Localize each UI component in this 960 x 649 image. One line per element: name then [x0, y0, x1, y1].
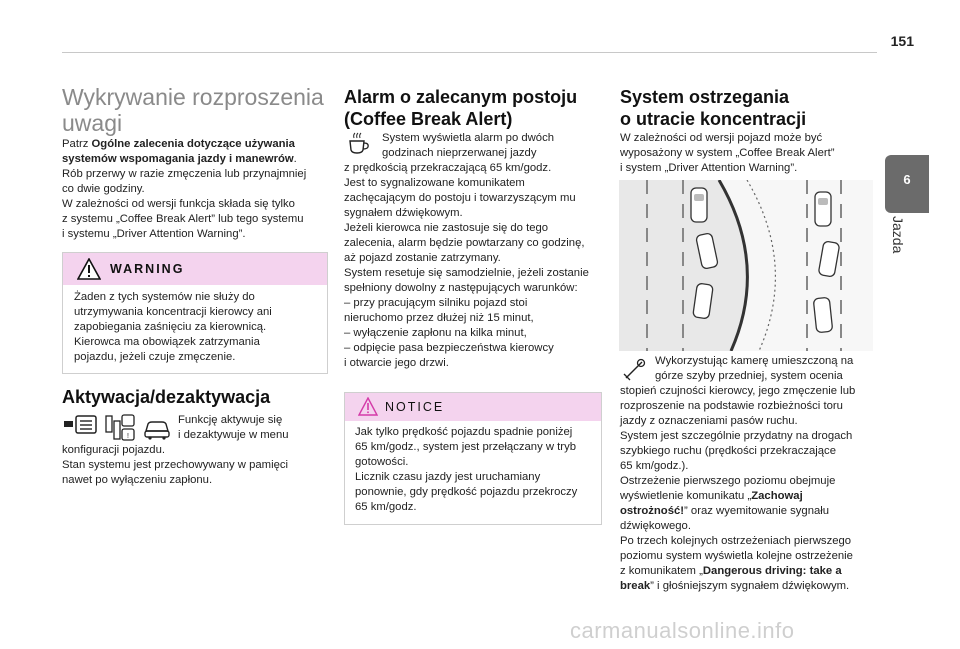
text-line: Jest to sygnalizowane komunikatem — [344, 177, 525, 189]
text-line: wyposażony w system „Coffee Break Alert” — [620, 147, 835, 159]
text-line: – odpięcie pasa bezpieczeństwa kierowcy — [344, 342, 554, 354]
section-title-activation: Aktywacja/dezaktywacja — [62, 387, 271, 407]
text-line: aż pojazd zostanie zatrzymany. — [344, 252, 501, 264]
page-number: 151 — [890, 33, 914, 49]
bold-text: systemów wspomagania jazdy i manewrów — [62, 153, 294, 165]
text-line — [620, 534, 880, 549]
text-line — [620, 474, 880, 489]
text-line: Jeżeli kierowca nie zastosuje się do tego — [344, 222, 549, 234]
attention-text — [620, 384, 880, 594]
text-line — [62, 137, 337, 152]
text-line: zalecenia, alarm będzie powtarzany co godzinę, — [344, 237, 585, 249]
attention-intro — [620, 131, 880, 176]
text-line: Funkcję aktywuje się — [178, 414, 283, 426]
text-line: nawet po wyłączeniu zapłonu. — [62, 474, 213, 486]
text-line — [620, 519, 880, 534]
text-span: Po trzech kolejnych ostrzeżeniach pierwszego — [620, 535, 852, 547]
text-line — [620, 489, 880, 504]
text-line: Żaden z tych systemów nie służy do — [74, 291, 255, 303]
distraction-intro — [62, 137, 337, 242]
notice-box — [344, 392, 602, 525]
warning-triangle-icon — [77, 258, 101, 280]
text-line — [620, 414, 880, 429]
text-line: i otwarcie jego drzwi. — [344, 357, 449, 369]
text-line — [620, 459, 880, 474]
text-span: ” i głośniejszym sygnałem dźwiękowym. — [650, 580, 850, 592]
section-title-coffee-break: Alarm o zalecanym postoju (Coffee Break Alert) — [344, 87, 578, 129]
lane-drift-illustration — [619, 180, 873, 351]
text-line: – przy pracującym silniku pojazd stoi — [344, 297, 528, 309]
text-line: godzinach nieprzerwanej jazdy — [382, 147, 537, 159]
text-line: Jak tylko prędkość pojazdu spadnie poniżej — [355, 426, 573, 438]
text-span: poziomu system wyświetla kolejne ostrzeżenie — [620, 550, 853, 562]
text-span: z systemu „Coffee Break Alert” lub tego systemu — [62, 213, 304, 225]
text-line: – wyłączenie zapłonu na kilka minut, — [344, 327, 527, 339]
text-span: i systemu „Driver Attention Warning”. — [62, 228, 246, 240]
text-line — [620, 579, 880, 594]
text-line — [62, 227, 337, 242]
text-line — [620, 444, 880, 459]
text-line — [620, 399, 880, 414]
bold-text: Dangerous driving: take a — [702, 565, 842, 577]
warning-text — [74, 290, 319, 365]
text-line: z prędkością przekraczającą 65 km/godz. — [344, 162, 552, 174]
camera-eye-icon — [622, 356, 648, 382]
header-divider — [62, 52, 877, 53]
text-span: System jest szczególnie przydatny na drogach — [620, 430, 853, 442]
text-span: wyświetlenie komunikatu „ — [620, 490, 752, 502]
menu-button-icon — [64, 416, 96, 433]
car-icon — [145, 422, 169, 440]
coffee-break-text — [344, 161, 604, 371]
text-line: W zależności od wersji pojazd może być — [620, 132, 823, 144]
text-span: Patrz — [62, 138, 92, 150]
coffee-cup-icon — [346, 131, 372, 155]
settings-apps-icon — [106, 415, 134, 440]
text-span: stopień czujności kierowcy, jego zmęczenie lub — [620, 385, 856, 397]
text-line: górze szyby przedniej, system ocenia — [655, 370, 843, 382]
bold-text: Zachowaj — [751, 490, 803, 502]
chapter-number: 6 — [903, 172, 911, 187]
notice-header — [345, 393, 601, 421]
text-line: 65 km/godz. — [355, 501, 417, 513]
warning-title: WARNING — [110, 262, 185, 276]
text-line: konfiguracji pojazdu. — [62, 444, 165, 456]
bold-text: break — [620, 580, 651, 592]
text-line: nieruchomo przez dłużej niż 15 minut, — [344, 312, 534, 324]
text-line — [62, 167, 337, 182]
notice-text — [355, 425, 595, 515]
text-line: spełniony dowolny z następujących warunków: — [344, 282, 578, 294]
notice-triangle-icon — [358, 397, 378, 416]
text-line — [620, 384, 880, 399]
coffee-icon-text — [382, 131, 602, 161]
activation-text — [62, 443, 337, 488]
vehicle-settings-icons — [62, 413, 172, 443]
text-span: co dwie godziny. — [62, 183, 145, 195]
warning-box — [62, 252, 328, 374]
text-span: dźwiękowego. — [620, 520, 691, 532]
text-line: pojazdu, jeżeli czuje zmęczenie. — [74, 351, 236, 363]
text-span: jazdy z oznaczeniami pasów ruchu. — [620, 415, 798, 427]
text-line: 65 km/godz., system jest przełączany w tryb — [355, 441, 576, 453]
text-line: Stan systemu jest przechowywany w pamięci — [62, 459, 289, 471]
chapter-label: Jazda — [890, 216, 906, 254]
bold-text: Ogólne zalecenia dotyczące używania — [91, 138, 295, 150]
text-line — [620, 549, 880, 564]
text-line — [62, 197, 337, 212]
bold-text: ostrożność! — [620, 505, 685, 517]
text-line — [62, 212, 337, 227]
text-line: Wykorzystując kamerę umieszczoną na — [655, 355, 854, 367]
text-span: 65 km/godz.). — [620, 460, 689, 472]
text-line — [620, 429, 880, 444]
text-span: rozproszenie na podstawie rozbieżności toru — [620, 400, 843, 412]
text-span: . — [293, 153, 297, 165]
text-line: ponownie, gdy prędkość pojazdu przekroczy — [355, 486, 578, 498]
section-title-attention-warning: System ostrzegania o utracie koncentracji — [620, 87, 807, 129]
text-line: i dezaktywuje w menu — [178, 429, 289, 441]
text-line — [62, 152, 337, 167]
camera-icon-text — [655, 354, 875, 384]
watermark: carmanualsonline.info — [570, 618, 795, 643]
text-line — [620, 564, 880, 579]
text-line: Kierowca ma obowiązek zatrzymania — [74, 336, 260, 348]
text-span: z komunikatem „ — [620, 565, 703, 577]
text-line: Licznik czasu jazdy jest uruchamiany — [355, 471, 541, 483]
text-line: System resetuje się samodzielnie, jeżeli zostanie — [344, 267, 589, 279]
text-span: szybkiego ruchu (prędkości przekraczające — [620, 445, 836, 457]
text-span: Ostrzeżenie pierwszego poziomu obejmuje — [620, 475, 836, 487]
notice-title: NOTICE — [385, 400, 445, 414]
text-span: Rób przerwy w razie zmęczenia lub przynajmniej — [62, 168, 307, 180]
activation-side-text — [178, 413, 328, 443]
text-line: zapobiegania zaśnięciu za kierownicą. — [74, 321, 267, 333]
section-title-distraction: Wykrywanie rozproszenia uwagi — [62, 84, 324, 136]
text-line — [620, 504, 880, 519]
text-line: gotowości. — [355, 456, 409, 468]
text-line: System wyświetla alarm po dwóch — [382, 132, 555, 144]
text-line: utrzymywania koncentracji kierowcy ani — [74, 306, 272, 318]
text-span: ” oraz wyemitowanie sygnału — [684, 505, 830, 517]
text-span: W zależności od wersji funkcja składa się tylko — [62, 198, 295, 210]
text-line — [62, 182, 337, 197]
text-line: sygnałem dźwiękowym. — [344, 207, 463, 219]
text-line: i system „Driver Attention Warning”. — [620, 162, 798, 174]
warning-header — [63, 253, 327, 285]
svg-text:!: ! — [127, 433, 129, 440]
text-line: zachęcającym do postoju i towarzyszącym mu — [344, 192, 576, 204]
